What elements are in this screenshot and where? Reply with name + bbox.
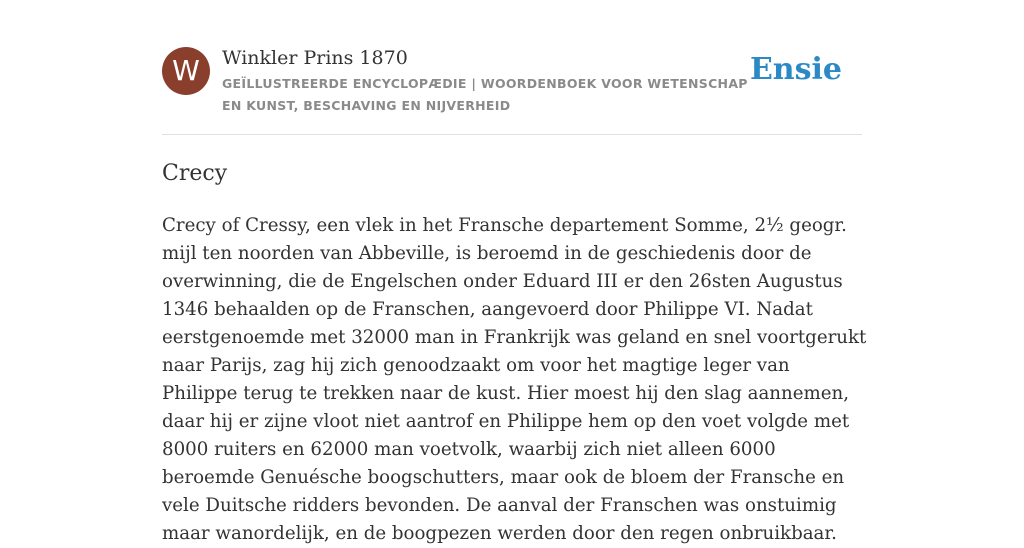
source-avatar[interactable]: W: [162, 47, 210, 95]
article-body: Crecy of Cressy, een vlek in het Fransche departement Somme, 2½ geogr. mijl ten noorden van Abbeville, is beroemd in de geschiedenis door de overwinning, die de Engelschen onder Eduard III er den 26sten Augustus 1346 behaalden op de Franschen, aangevoerd door Philippe VI. Nadat eerstgenoemde met 32000 man in Frankrijk was geland en snel voortgerukt naar Parijs, zag hij zich genoodzaakt om voor het magtige leger van Philippe terug te trekken naar de kust. Hier moest hij den slag aannemen, daar hij er zijne vloot niet aantrof en Philippe hem op den voet volgde met 8000 ruiters en 62000 man voetvolk, waarbij zich niet alleen 6000 beroemde Genuésche boogschutters, maar ook de bloem der Fransche en vele Duitsche ridders bevonden. De aanval der Franschen was onstuimig maar wanordelijk, en de boogpezen werden door den regen onbruikbaar.: [162, 215, 867, 544]
source-header: [162, 0, 862, 135]
source-subtitle: GEÏLLUSTREERDE ENCYCLOPÆDIE | WOORDENBOEK VOOR WETENSCHAP EN KUNST, BESCHAVING EN NIJVERHEID: [222, 76, 748, 113]
article-title: Crecy: [162, 161, 228, 186]
page-container: [162, 0, 867, 544]
brand-logo[interactable]: Ensie: [749, 52, 842, 87]
source-info: [222, 45, 752, 117]
source-title[interactable]: Winkler Prins 1870: [222, 47, 408, 69]
